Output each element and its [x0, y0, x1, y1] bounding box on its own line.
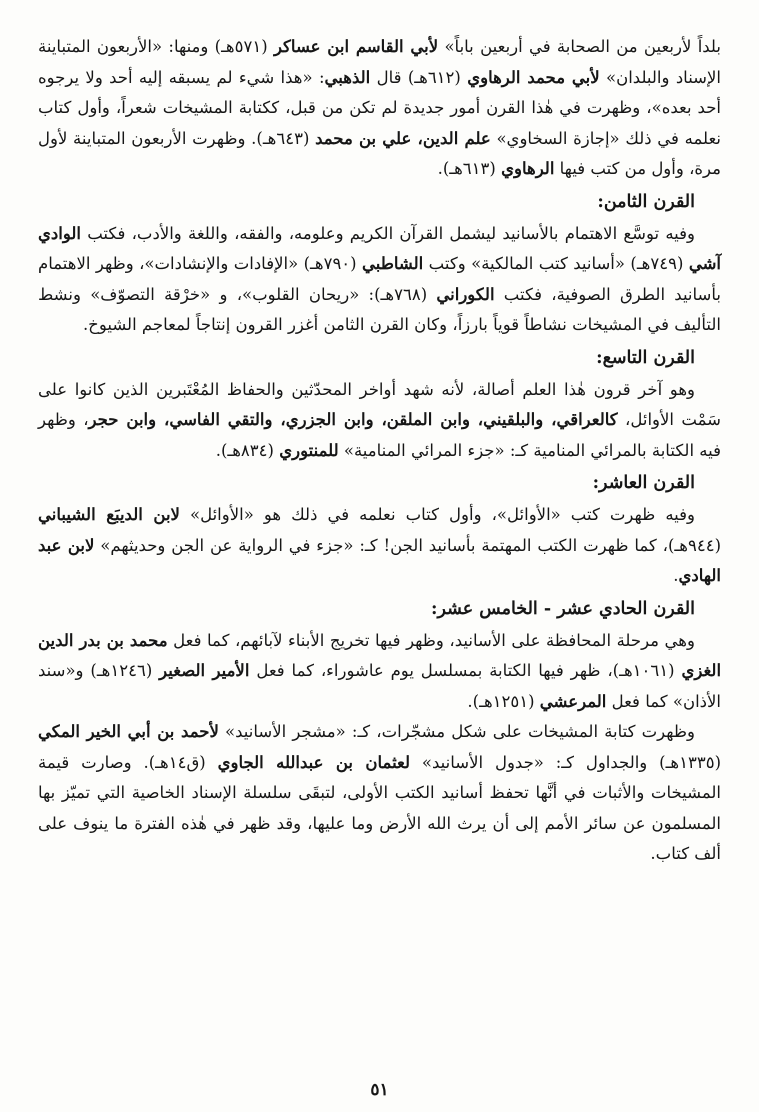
text-run: (٩٤٤هـ)، كما ظهرت الكتب المهتمة بأسانيد الجن! كـ: «جزء في الرواية عن الجن وحديثهم»	[94, 535, 721, 555]
text-run: (٦١٢هـ) قال	[370, 67, 468, 87]
paragraph	[38, 32, 721, 185]
text-run: (٨٣٤هـ).	[215, 440, 280, 460]
text-run: .	[673, 566, 679, 585]
bold-name-run: لعثمان بن عبدالله الجاوي	[217, 752, 411, 772]
bold-name-run: الوادي آشي	[38, 223, 721, 273]
text-run: (١٢٥١هـ).	[467, 691, 540, 711]
paragraph	[38, 219, 721, 341]
text-run: (٧٩٠هـ) «الإفادات والإنشادات»، وظهر الاهتمام بأسانيد الطرق الصوفية، فكتب	[38, 254, 721, 304]
text-run: وهي مرحلة المحافظة على الأسانيد، وظهر فيها تخريج الأبناء لآبائهم، كما فعل	[167, 630, 695, 650]
bold-name-run: الشاطبي	[362, 254, 424, 273]
bold-name-run: لابن الديبَع الشيباني	[38, 505, 180, 524]
bold-name-run: الأمير الصغير	[159, 661, 250, 680]
text-run: (١٣٣٥هـ) والجداول كـ: «جدول الأسانيد»	[410, 752, 722, 772]
paragraph	[38, 500, 721, 592]
text-run: القرن الثامن:	[597, 191, 695, 212]
section-heading	[38, 466, 721, 500]
text-run: بلداً لأربعين من الصحابة في أربعين باباً»	[438, 37, 721, 56]
bold-name-run: المرعشي	[539, 691, 607, 711]
bold-name-run: للمنتوري	[279, 440, 339, 460]
bold-name-run: الرهاوي	[501, 159, 555, 178]
bold-name-run: كالعراقي، والبلقيني، وابن الملقن، وابن الجزري، والتقي الفاسي، وابن حجر	[88, 410, 618, 429]
text-run: وفيه توسَّع الاهتمام بالأسانيد ليشمل القرآن الكريم وعلومه، والفقه، واللغة والأدب، فكتب	[80, 223, 695, 243]
text-run: وفيه ظهرت كتب «الأوائل»، وأول كتاب نعلمه في ذلك هو «الأوائل»	[179, 505, 695, 524]
text-run: القرن العاشر:	[592, 473, 695, 493]
text-run: (٧٤٩هـ) «أسانيد كتب المالكية» وكتب	[423, 254, 689, 273]
paragraph	[38, 375, 721, 467]
text-run: (١٠٦١هـ)، ظهر فيها الكتابة بمسلسل يوم عاشوراء، كما فعل	[249, 661, 682, 680]
page-body	[38, 32, 721, 870]
text-run: (ق١٤هـ). وصارت قيمة المشيخات والأثبات في أنَّها تحفظ أسانيد الكتب الأولى، لتبقَى سلسلة الإسناد الخاصية التي تميّز بها المسلمون عن سائر الأمم إلى أن يرث الله الأرض وما عليها، وقد ظهر في هٰذه الفترة ما ينوف على ألف كتاب.	[38, 752, 721, 863]
bold-name-run: علم الدين، علي بن محمد	[315, 128, 491, 148]
section-heading	[38, 185, 721, 219]
paragraph	[38, 717, 721, 870]
bold-name-run: لابن عبد الهادي	[38, 535, 721, 585]
text-run: القرن الحادي عشر - الخامس عشر:	[431, 598, 695, 619]
text-run: وهو آخر قرون هٰذا العلم أصالة، لأنه شهد أواخر المحدّثين والحفاظ المُعْتَبرين الذين كانوا على سَمْت الأوائل،	[38, 379, 721, 429]
text-run: ، وظهر فيه الكتابة بالمرائي المنامية كـ: «جزء المرائي المنامية»	[38, 410, 721, 460]
text-run: (٦٤٣هـ). وظهرت الأربعون المتباينة لأول مرة، وأول من كتب فيها	[38, 128, 721, 178]
bold-name-run: الذهبي	[324, 67, 371, 87]
page-number: ٥١	[370, 1080, 389, 1100]
bold-name-run: محمد بن بدر الدين الغزي	[38, 630, 722, 680]
text-run: (٥٧١هـ) ومنها: «الأربعون المتباينة الإسناد والبلدان»	[38, 37, 721, 87]
text-run: (٧٦٨هـ): «ريحان القلوب»، و «خرْقة التصوّف» ونشط التأليف في المشيخات نشاطاً قوياً بارزاً، وكان القرن الثامن أغزر القرون إنتاجاً لمعاجم الشيوخ.	[38, 284, 721, 334]
text-run: : «هذا شيء لم يسبقه إليه أحد ولا يرجوه أحد بعده»، وظهرت في هٰذا القرن أمور جديدة لم تكن من قبل، ككتابة المشيخات شعراً، وأول كتاب نعلمه في ذلك «إجازة السخاوي»	[38, 67, 721, 148]
text-run: وظهرت كتابة المشيخات على شكل مشجّرات، كـ: «مشجر الأسانيد»	[218, 722, 695, 741]
text-run: (٦١٣هـ).	[437, 159, 502, 178]
paragraph	[38, 626, 721, 718]
section-heading	[38, 341, 721, 375]
text-run: القرن التاسع:	[596, 347, 695, 368]
bold-name-run: لأحمد بن أبي الخير المكي	[38, 722, 219, 741]
bold-name-run: الكوراني	[436, 284, 495, 304]
bold-name-run: لأبي القاسم ابن عساكر	[273, 37, 439, 56]
section-heading	[38, 592, 721, 626]
bold-name-run: لأبي محمد الرهاوي	[467, 67, 600, 87]
text-run: (١٢٤٦هـ) و«سند الأذان» كما فعل	[38, 661, 721, 711]
